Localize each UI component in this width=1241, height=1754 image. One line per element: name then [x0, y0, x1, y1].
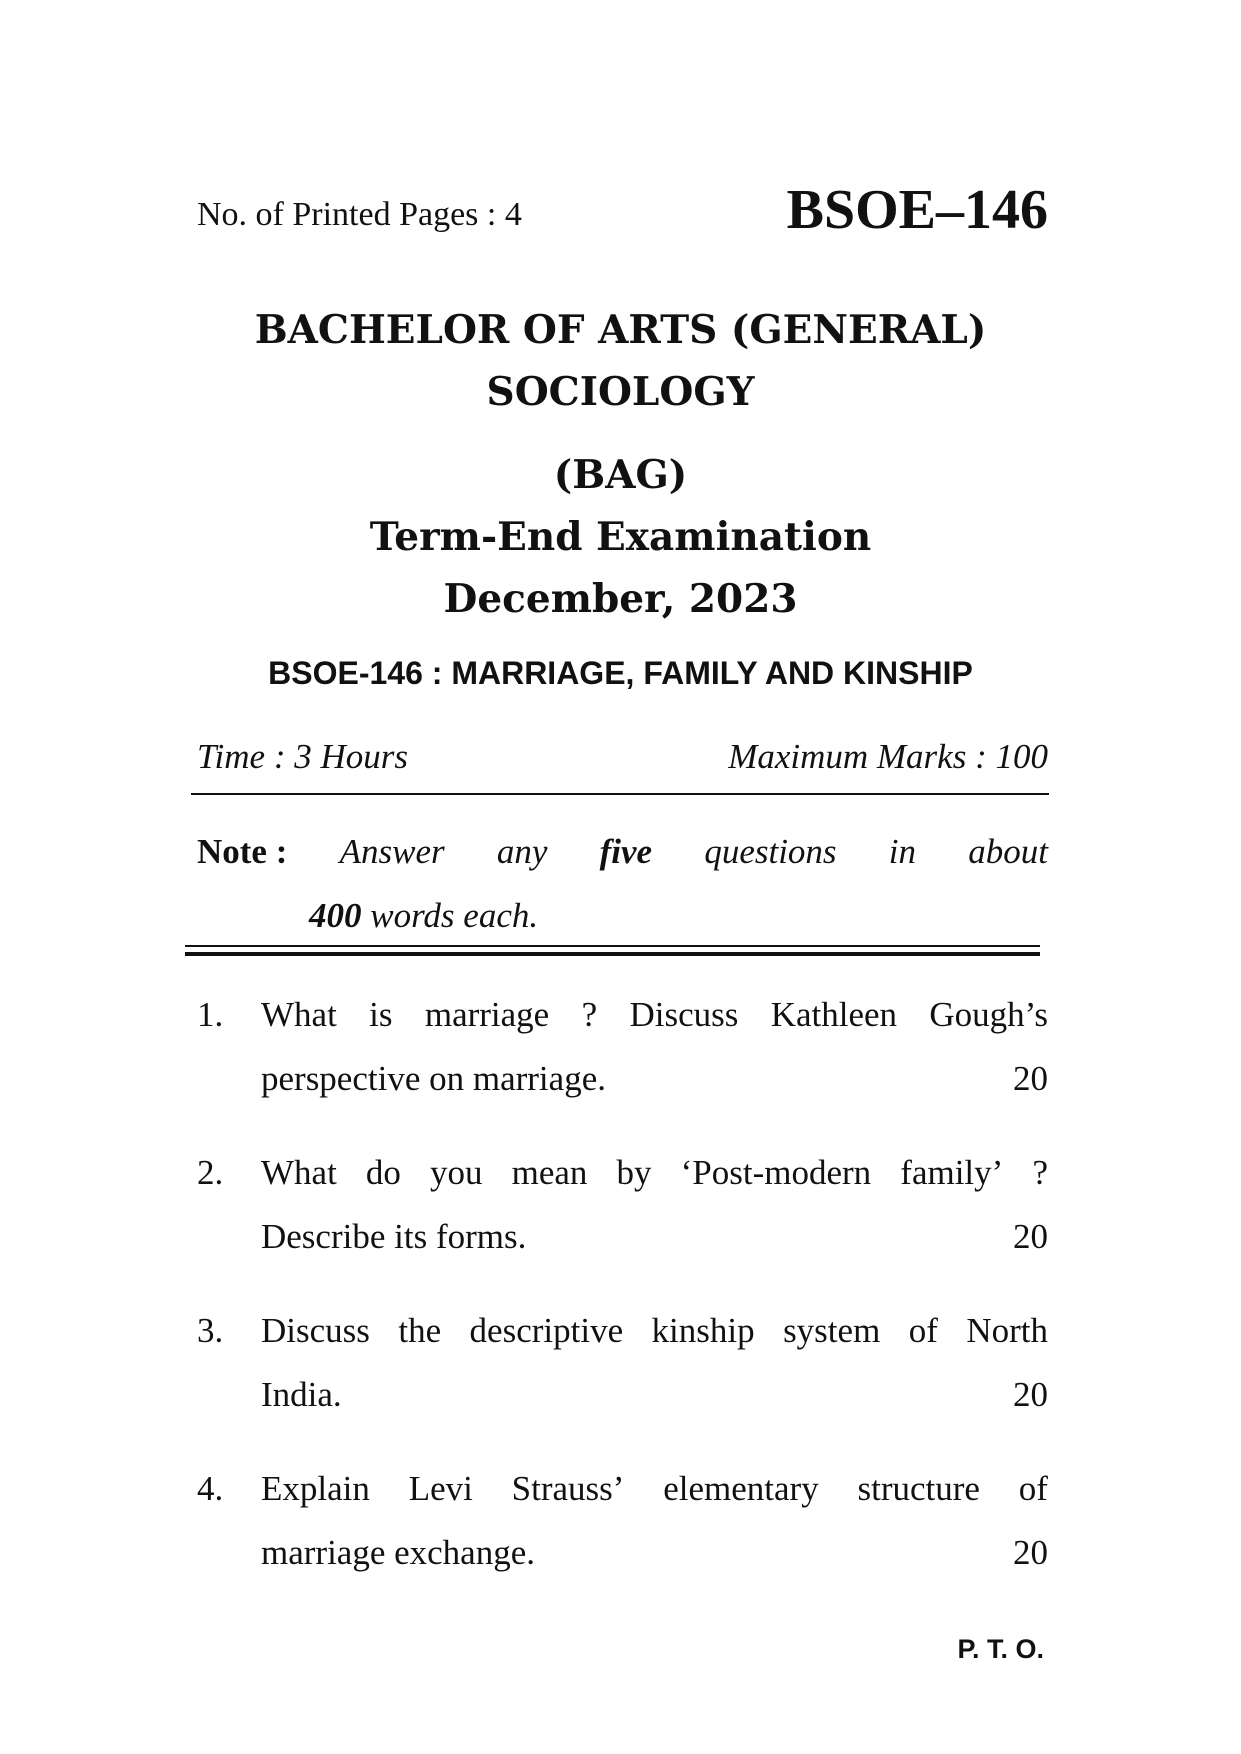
question-word: What	[261, 1153, 337, 1192]
question-line-2	[261, 1059, 1048, 1123]
question-line-2	[261, 1375, 1048, 1439]
question-word: Gough’s	[929, 995, 1048, 1034]
note-word: about	[968, 832, 1048, 871]
note-line-2-text: words each.	[361, 896, 539, 935]
question-word: the	[398, 1311, 442, 1350]
question-line-2	[261, 1533, 1048, 1597]
question-word: you	[430, 1153, 483, 1192]
question-word: ?	[581, 995, 598, 1034]
question-word: is	[369, 995, 393, 1034]
question-word: do	[365, 1153, 401, 1192]
subject-title: SOCIOLOGY	[486, 369, 755, 415]
printed-pages-count: No. of Printed Pages : 4	[197, 196, 522, 233]
question-word: mean	[511, 1153, 588, 1192]
question-line-2	[261, 1217, 1048, 1281]
course-title: BSOE-146 : MARRIAGE, FAMILY AND KINSHIP	[268, 655, 973, 691]
question-word: structure	[857, 1469, 980, 1508]
question-text	[261, 995, 1048, 1123]
question-number: 4.	[197, 1469, 224, 1508]
question-word: system	[783, 1311, 881, 1350]
question-number: 3.	[197, 1311, 224, 1350]
exam-session: December, 2023	[443, 576, 798, 622]
question-number: 1.	[197, 995, 224, 1034]
question-line-2-text: Describe its forms.	[261, 1217, 527, 1256]
question-word: Explain	[261, 1469, 370, 1508]
question-line-1	[261, 995, 1048, 1059]
paper-code: BSOE–146	[786, 179, 1048, 241]
question-word: Kathleen	[770, 995, 898, 1034]
note-word: questions	[704, 832, 837, 871]
programme-code: (BAG)	[553, 452, 688, 498]
question-word: ?	[1032, 1153, 1048, 1192]
question-text	[261, 1311, 1048, 1439]
question-word: elementary	[663, 1469, 819, 1508]
exam-name: Term-End Examination	[369, 514, 872, 560]
note-word: Answer	[339, 832, 445, 871]
divider-rule	[191, 793, 1049, 795]
question-line-2-text: marriage exchange.	[261, 1533, 536, 1572]
question-word: Strauss’	[511, 1469, 625, 1508]
question-word: marriage	[424, 995, 550, 1034]
question-word: of	[1018, 1469, 1048, 1508]
question-line-1	[261, 1469, 1048, 1533]
header-row	[197, 178, 1048, 248]
question-word: family’	[900, 1153, 1004, 1192]
question-line-1	[261, 1311, 1048, 1375]
question-marks: 20	[1013, 1217, 1048, 1256]
instructions-note	[197, 820, 1048, 948]
question-word: Levi	[408, 1469, 473, 1508]
question-marks: 20	[1013, 1059, 1048, 1098]
question-word: by	[616, 1153, 652, 1192]
note-word: any	[496, 832, 548, 871]
note-line-1	[197, 820, 1048, 884]
time-allowed: Time : 3 Hours	[197, 737, 408, 776]
question-word: of	[908, 1311, 938, 1350]
maximum-marks: Maximum Marks : 100	[728, 737, 1048, 776]
question-text	[261, 1469, 1048, 1597]
question-word: descriptive	[469, 1311, 624, 1350]
note-word-count: 400	[309, 896, 362, 935]
note-word: in	[888, 832, 917, 871]
double-rule-top	[185, 945, 1040, 947]
question-word: Discuss	[629, 995, 739, 1034]
please-turn-over: P. T. O.	[957, 1634, 1044, 1664]
question-line-2-text: perspective on marriage.	[261, 1059, 606, 1098]
note-word-emphasis: five	[599, 832, 653, 871]
question-word: North	[966, 1311, 1048, 1350]
question-text	[261, 1153, 1048, 1281]
degree-title: BACHELOR OF ARTS (GENERAL)	[254, 307, 987, 353]
question-line-1	[261, 1153, 1048, 1217]
question-word: ‘Post-modern	[680, 1153, 872, 1192]
question-number: 2.	[197, 1153, 224, 1192]
question-word: Discuss	[261, 1311, 370, 1350]
question-word: What	[261, 995, 337, 1034]
double-rule-bottom	[185, 952, 1040, 956]
question-marks: 20	[1013, 1533, 1048, 1572]
exam-meta-row	[197, 737, 1048, 781]
question-marks: 20	[1013, 1375, 1048, 1414]
question-line-2-text: India.	[261, 1375, 342, 1414]
note-label: Note :	[197, 832, 288, 871]
question-word: kinship	[651, 1311, 755, 1350]
note-line-2	[197, 884, 1048, 948]
